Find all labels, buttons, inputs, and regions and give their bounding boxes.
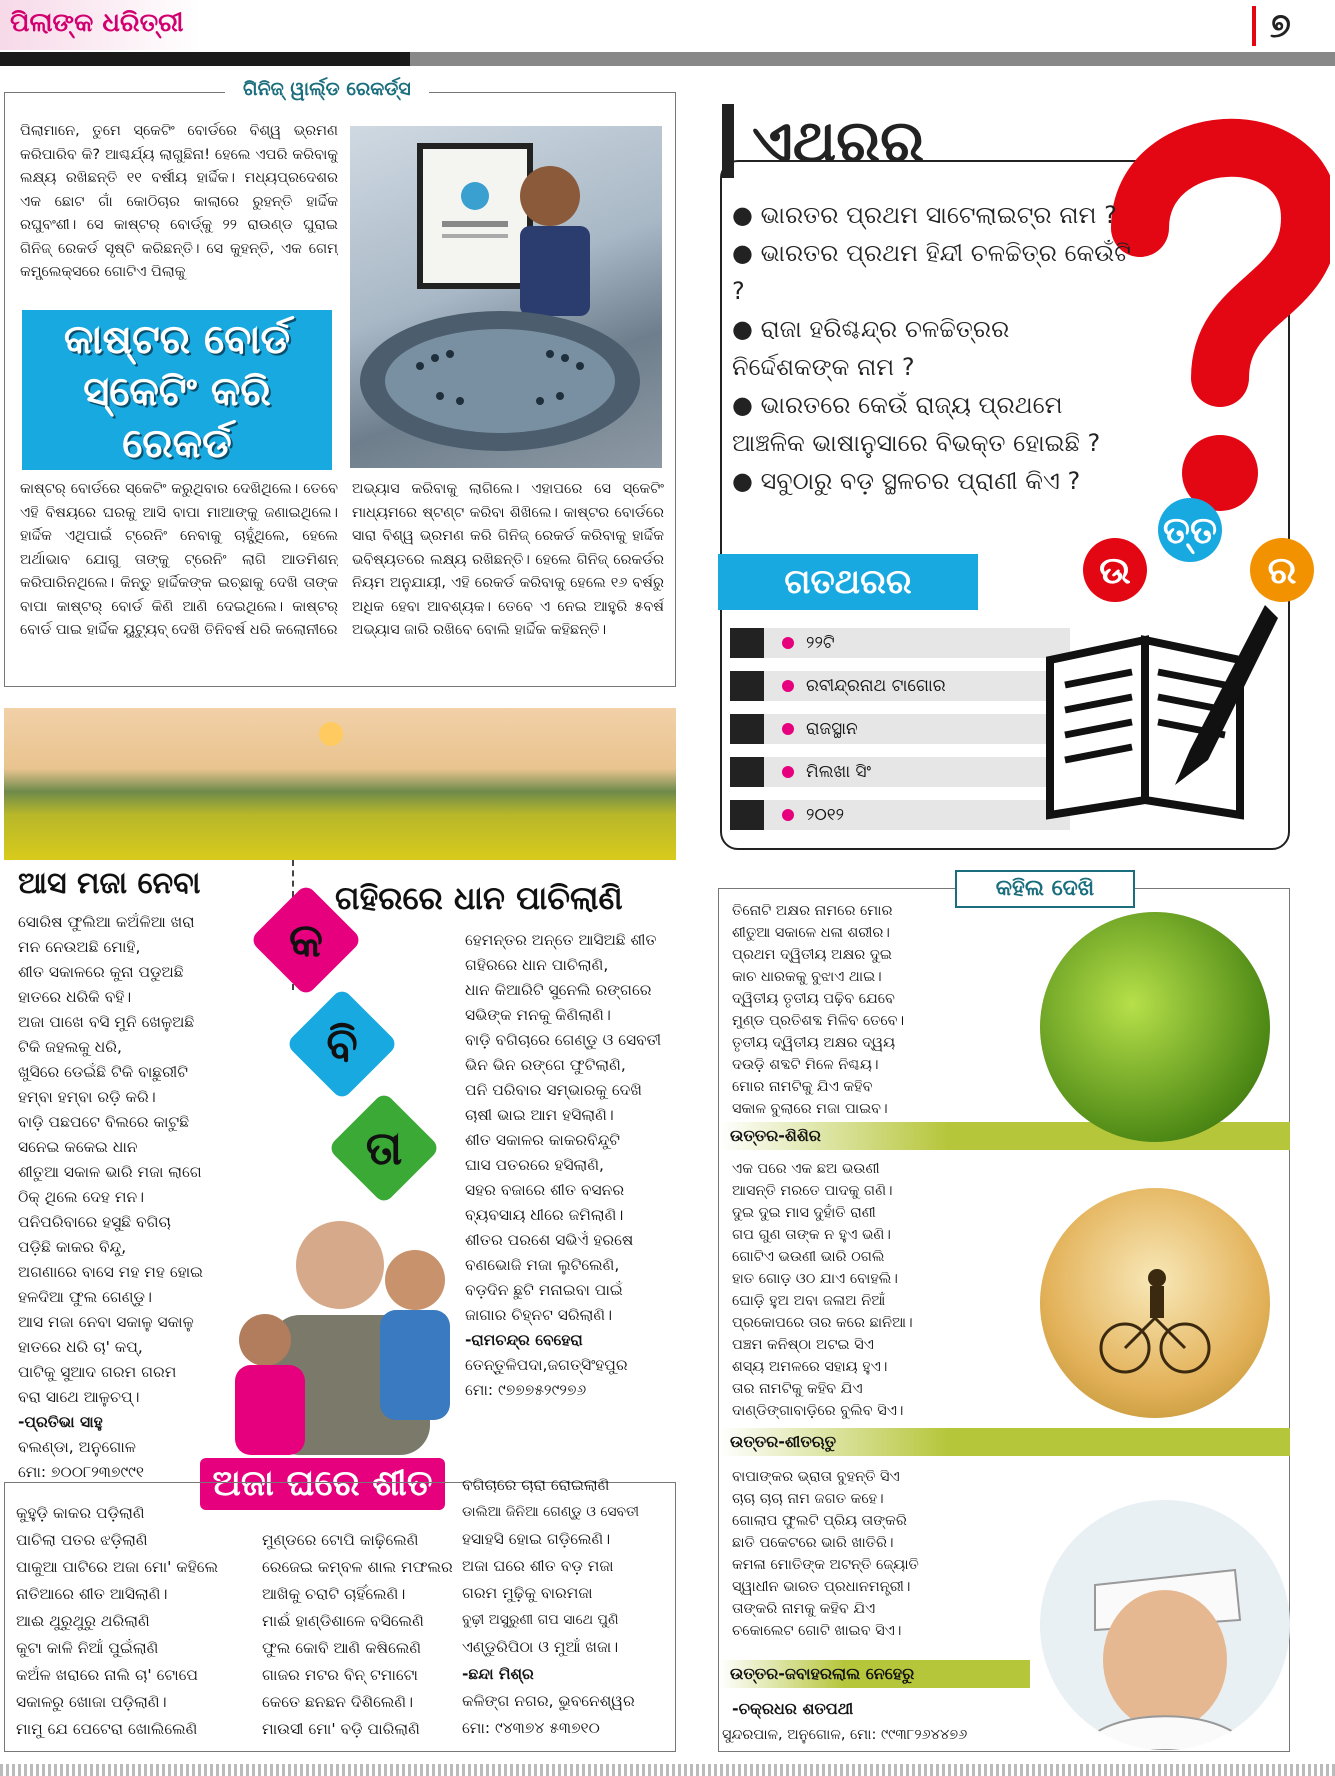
page-number: ୭	[1252, 6, 1312, 46]
riddle-line: ଦ୍ୱିତୀୟ ତୃତୀୟ ପଢ଼ିବ ଯେବେ	[732, 991, 895, 1007]
poem2-author: -ରାମଚନ୍ଦ୍ର ବେହେରା	[465, 1331, 583, 1349]
riddle-label: କହିଲ ଦେଖି	[955, 870, 1135, 908]
poem2-line: ସଭିଙ୍କ ମନକୁ କିଣିଲାଣି।	[465, 1006, 611, 1024]
poem1-title: ଆସ ମଜା ନେବା	[18, 866, 201, 901]
book-pencil-icon	[1040, 600, 1280, 830]
poem1-line: ଟିକି ଜହଲକୁ ଧରି,	[18, 1038, 122, 1056]
poem2-line: ବଡ଼ଦିନ ଛୁଟି ମନାଇବା ପାଇଁ	[465, 1281, 623, 1299]
poem3-line: ମାଈଁ ହାଣ୍ଡିଶାଳେ ବସିଲେଣି	[262, 1612, 424, 1630]
riddle-line: ତୃତୀୟ ଦ୍ୱିତୀୟ ଅକ୍ଷର ଦ୍ୱୟ	[732, 1035, 896, 1051]
poem2-line: ପନି ପରିବାର ସମ୍ଭାରକୁ ଦେଖି	[465, 1081, 642, 1099]
letter-badge-3: ର	[1250, 538, 1314, 602]
riddle-line: ହାତ ଗୋଡ଼ ଓଠ ଯାଏ ବୋହଲି।	[732, 1271, 898, 1287]
poem2-line: ବଣଭୋଜି ମଜା ଲୁଟିଲେଣି,	[465, 1256, 620, 1274]
poem1-line: ସୋରିଷ ଫୁଲିଆ କଅଁଳିଆ ଖରା	[18, 913, 195, 931]
riddle-line: ପ୍ରକୋପରେ ତାର କରେ ଛାନିଆ।	[732, 1315, 913, 1331]
poem3-line: ମାଉସୀ ମୋ' ବଡ଼ି ପାରିଲାଣି	[262, 1720, 420, 1738]
poem2-title: ଗହିରରେ ଧାନ ପାଚିଲାଣି	[335, 879, 623, 917]
riddle-1	[732, 900, 1032, 1120]
quiz-question: ● ଭାରତର ପ୍ରଥମ ହିନ୍ଦୀ ଚଳଚ୍ଚିତ୍ର କେଉଁଟି ?	[732, 239, 1131, 305]
poem2-phone: ମୋ: ୯୭୭୭୫୨୯୨୭୬	[465, 1381, 587, 1399]
quiz-question: ● ଭାରତର ପ୍ରଥମ ସାଟେଲାଇଟ୍‌ର ନାମ ?	[732, 201, 1117, 229]
poem1-phone: ମୋ: ୭୦୦୮୨୩୭୯୯୧	[18, 1463, 144, 1481]
poem1-line: ଅଗଣାରେ ବାସେ ମହ ମହ ହୋଇ	[18, 1263, 204, 1281]
poem2-line: ବ୍ୟବସାୟ ଧୀରେ ଜମିଲାଣି।	[465, 1206, 624, 1224]
winter-cyclist-image	[1040, 1188, 1270, 1418]
poem3-phone: ମୋ: ୯୪୩୭୪ ୫୩୭୧୦	[462, 1719, 600, 1737]
poem3-line: ଆଈ ଥୁରୁଥୁରୁ ଥରିଲାଣି	[16, 1612, 150, 1630]
poem2	[465, 928, 680, 1403]
poem3-line: ପାଚିଲା ପତର ଝଡ଼ିଲାଣି	[16, 1531, 148, 1549]
riddle-author: -ଚକ୍ରଧର ଶତପଥୀ	[732, 1699, 854, 1718]
answer-row: ରାଜସ୍ଥାନ	[730, 714, 1070, 744]
riddle-line: ଦଉଡ଼ି ଶବ୍ଦଟି ମିଳେ ନିଶ୍ଚୟ।	[732, 1057, 879, 1073]
poem2-line: ଚାଷୀ ଭାଇ ଆମ ହସିଲାଣି।	[465, 1106, 614, 1124]
mustard-field-photo	[4, 708, 676, 860]
riddle-line: ସକାଳ ବୁଲାରେ ମଜା ପାଇବ।	[732, 1101, 888, 1117]
riddle-line: କମଳା ମୋତିଙ୍କ ଅଟନ୍ତି ଜ୍ୟୋତି	[732, 1557, 919, 1573]
top-rule-grey	[410, 52, 1335, 66]
poem3-line: ହସାହସି ହୋଇ ଗଡ଼ିଲେଣି।	[462, 1530, 611, 1548]
quiz-heading: ଏଥରର	[722, 104, 924, 178]
top-rule-dark	[0, 52, 410, 66]
skater-illustration	[350, 126, 662, 468]
quiz-question: ● ସବୁଠାରୁ ବଡ଼ ସ୍ଥଳଚର ପ୍ରାଣୀ କିଏ ?	[732, 467, 1081, 495]
kabita-letter-3: ତା	[365, 1121, 403, 1175]
poem1-line: ଖୁସିରେ ଡେଇଁଛି ଟିକି ବାଛୁରୀଟି	[18, 1063, 188, 1081]
riddle-line: ଏକ ପରେ ଏକ ଛଅ ଭଉଣୀ	[732, 1161, 880, 1177]
poem2-line: ହେମନ୍ତର ଅନ୍ତେ ଆସିଅଛି ଶୀତ	[465, 931, 657, 949]
quiz-questions	[732, 196, 1132, 500]
answer-row: ୨୦୧୨	[730, 800, 1070, 830]
poem3-line: ଫୁଲ କୋବି ଆଣି କଷିଲେଣି	[262, 1639, 422, 1657]
record-section-label: ଗିନିଜ୍ ୱାର୍ଲ୍ଡ ରେକର୍ଡ୍ସ	[225, 78, 429, 100]
riddle-line: ତିନୋଟି ଅକ୍ଷର ନାମରେ ମୋର	[732, 903, 893, 919]
answer-row: ୨୨ଟି	[730, 628, 1070, 658]
riddle-line: ସ୍ୱାଧୀନ ଭାରତ ପ୍ରଧାନମନ୍ତ୍ରୀ।	[732, 1579, 911, 1595]
poem1-line: ପାଟିକୁ ସୁଆଦ ଗରମ ଗରମ	[18, 1363, 177, 1381]
poem1-line: ସନେଇ କକେଇ ଧାନ	[18, 1138, 138, 1156]
record-title: କାଷ୍ଟର ବୋର୍ଡ ସ୍କେଟିଂ କରି ରେକର୍ଡ	[22, 310, 332, 470]
riddle-line: ପଞ୍ଚମ କନିଷ୍ଠା ଅଟଇ ସିଏ	[732, 1337, 874, 1353]
poem3-line: ମୁଣ୍ଡରେ ଟୋପି କାଢ଼ିଲେଣି	[262, 1531, 419, 1549]
poem1-line: ବାଡ଼ି ପଛପଟେ ବିଲରେ କାଟୁଛି	[18, 1113, 190, 1131]
record-intro: ପିଲାମାନେ, ତୁମେ ସ୍କେଟିଂ ବୋର୍ଡରେ ବିଶ୍ୱ ଭ୍ରମଣ କରିପାରିବ କି? ଆଶ୍ଚର୍ଯ୍ୟ ଲାଗୁଛିନା! ହେଲେ ଏପରି କରିବାକୁ ଲକ୍ଷ୍ୟ ରଖିଛନ୍ତି ୧୧ ବର୍ଷୀୟ ହାର୍ଦ୍ଦିକ। ମଧ୍ୟପ୍ରଦେଶର ଏକ ଛୋଟ ଗାଁ କୋଠିଚାର କାଲାରେ ରୁହନ୍ତି ହାର୍ଦ୍ଦିକ ରଘୁବଂଶୀ। ସେ କାଷ୍ଟର୍ ବୋର୍ଡ୍‌କୁ ୨୨ ରାଉଣ୍ଡ ଘୁରାଇ ଗିନିଜ୍ ରେକର୍ଡ ସୃଷ୍ଟି କରିଛନ୍ତି। ସେ କୁହନ୍ତି, ଏକ ଗେମ୍ କମ୍ପ୍ଲେକ୍ସରେ ଗୋଟିଏ ପିଲାକୁ	[20, 123, 338, 280]
riddle-line: ଆସନ୍ତି ମରତେ ପାଦକୁ ଗଣି।	[732, 1183, 893, 1199]
riddle-2	[732, 1158, 1032, 1422]
riddle-line: ଛାତି ପକେଟରେ ଭାରି ଖାତିରି।	[732, 1535, 894, 1551]
letter-badge-1: ଉ	[1083, 538, 1147, 602]
poem3-line: ପାକୁଆ ପାଟିରେ ଅଜା ମୋ' କହିଲେ	[16, 1558, 219, 1576]
poem3-line: ରେଜେଇ କମ୍ବଳ ଶାଲ ମଫଲର	[262, 1558, 453, 1576]
question-mark-icon	[1110, 108, 1330, 528]
previous-answers-heading: ଗତଥରର	[718, 554, 978, 610]
riddle-1-answer: ଉତ୍ତର-ଶିଶିର	[720, 1122, 1290, 1150]
riddle-line: ଦାଣ୍ଡିଙ୍ଗାବାଡ଼ିରେ ବୁଲିବ ସିଏ।	[732, 1403, 904, 1419]
letter-badge-2: ତ୍ତ	[1158, 498, 1222, 562]
poem3-line: ଅଜା ଘରେ ଶୀତ ବଡ଼ ମଜା	[462, 1557, 614, 1575]
riddle-author-place: ସୁନ୍ଦରପାଳ, ଅନୁଗୋଳ, ମୋ: ୯୯୩୮୨୬୪୪୭୬	[722, 1727, 968, 1743]
riddle-3	[732, 1466, 1032, 1642]
poem3-place: କଳିଙ୍ଗ ନଗର, ଭୁବନେଶ୍ୱର	[462, 1692, 635, 1710]
poem1-line: ପଡ଼ିଛି କାକର ବିନ୍ଦୁ,	[18, 1238, 127, 1256]
record-col-2: ଅଭ୍ୟାସ କରିବାକୁ ଲାଗିଲେ। ଏହାପରେ ସେ ସ୍କେଟିଂ ମାଧ୍ୟମରେ ଷ୍ଟଣ୍ଟ କରିବା ଶିଖିଲେ। କାଷ୍ଟର ବୋର୍ଡରେ ସାରା ବିଶ୍ୱ ଭ୍ରମଣ କରି ଗିନିଜ୍ ରେକର୍ଡ କରିବାକୁ ହାର୍ଦ୍ଦିକ ଭବିଷ୍ୟତରେ ଲକ୍ଷ୍ୟ ରଖିଛନ୍ତି। ହେଲେ ଗିନିଜ୍ ରେକର୍ଡର ନିୟମ ଅନୁଯାୟୀ, ଏହି ରେକର୍ଡ କରିବାକୁ ହେଲେ ୧୬ ବର୍ଷରୁ ଅଧିକ ହେବା ଆବଶ୍ୟକ। ତେବେ ଏ ନେଇ ଆହୁରି ୫ବର୍ଷ ଅଭ୍ୟାସ ଜାରି ରଖିବେ ବୋଲି ହାର୍ଦ୍ଦିକ କହିଛନ୍ତି।	[352, 481, 664, 638]
quiz-question: ● ଭାରତରେ କେଉଁ ରାଜ୍ୟ ପ୍ରଥମେ ଆଞ୍ଚଳିକ ଭାଷାନୁସାରେ ବିଭକ୍ତ ହୋଇଛି ?	[732, 391, 1101, 457]
riddle-line: ଚାଚା ଚାଚା ନାମ ଜଗତ କହେ।	[732, 1491, 884, 1507]
quiz-question: ● ରାଜା ହରିଶ୍ଚନ୍ଦ୍ର ଚଳଚ୍ଚିତ୍ରର ନିର୍ଦ୍ଦେଶକଙ୍କ ନାମ ?	[732, 315, 1010, 381]
poem1-line: ଅଜା ପାଖେ ବସି ମୁନି ଖେଳୁଅଛି	[18, 1013, 195, 1031]
poem2-line: ସହର ବଜାରେ ଶୀତ ବସନର	[465, 1181, 625, 1199]
poem2-line: ଗହିରରେ ଧାନ ପାଚିଲାଣି,	[465, 956, 609, 974]
riddle-line: ଦୁଇ ଦୁଇ ମାସ ଦୁହାଁତି ରାଣୀ	[732, 1205, 876, 1221]
kabita-letter-2: ବି	[326, 1017, 358, 1071]
poem2-line: ଘାସ ପତରରେ ହସିଲାଣି,	[465, 1156, 604, 1174]
poem3-line: ଗରମ ମୁଢ଼ିକୁ ବାରମଜା	[462, 1584, 593, 1602]
nehru-portrait-image	[1040, 1500, 1290, 1750]
bottom-rule	[0, 1764, 1335, 1776]
riddle-line: ଶୀତୁଆ ସକାଳେ ଧଳା ଶରୀର।	[732, 925, 890, 941]
record-col-1: କାଷ୍ଟର୍ ବୋର୍ଡରେ ସ୍କେଟିଂ କରୁଥିବାର ଦେଖିଥିଲେ। ତେବେ ଏହି ବିଷୟରେ ଘରକୁ ଆସି ବାପା ମାଆଙ୍କୁ ଜଣାଇଥିଲେ। ହାର୍ଦ୍ଦିକ ଏଥିପାଇଁ ଟ୍ରେନିଂ ନେବାକୁ ଚାହୁଁଥିଲେ, ହେଲେ ଅର୍ଥାଭାବ ଯୋଗୁ ତାଙ୍କୁ ଟ୍ରେନିଂ ଲାଗି ଆଡମିଶନ୍ କରିପାରିନଥିଲେ। କିନ୍ତୁ ହାର୍ଦ୍ଦିକଙ୍କ ଇଚ୍ଛାକୁ ଦେଖି ତାଙ୍କ ବାପା କାଷ୍ଟର୍ ବୋର୍ଡ କିଣି ଆଣି ଦେଇଥିଲେ। କାଷ୍ଟର୍ ବୋର୍ଡ ପାଇ ହାର୍ଦ୍ଦିକ ୟୁଟ୍ୟୁବ୍ ଦେଖି ତିନିବର୍ଷ ଧରି କଲୋନୀରେ	[20, 481, 338, 638]
grandfather-children-photo	[210, 1205, 460, 1455]
poem3-line: କଅଁଳ ଖରାରେ ନାଲି ଚା' ଟୋପେ	[16, 1666, 198, 1684]
answer-row: ମିଲଖା ସିଂ	[730, 757, 1070, 787]
poem2-line: ଶୀତର ପରଶେ ସଭିଏଁ ହରଷେ	[465, 1231, 634, 1249]
poem2-line: ଭିନ ଭିନ ରଙ୍ଗେ ଫୁଟିଲାଣି,	[465, 1056, 626, 1074]
riddle-line: ମୁଣ୍ଡ ପ୍ରତିଶବ୍ଦ ମିଳିବ ତେବେ।	[732, 1013, 905, 1029]
poem1-line: ହାତରେ ଧରିକି ବହି।	[18, 988, 132, 1006]
poem3-line: ମାମୁ ଯେ ପେଟେରା ଖୋଲିଲେଣି	[16, 1720, 198, 1738]
poem2-line: ଶୀତ ସକାଳର କାକରବିନ୍ଦୁଟି	[465, 1131, 621, 1149]
riddle-line: ଚକୋଲେଟ ଗୋଟି ଖାଇବ ସିଏ।	[732, 1623, 902, 1639]
poem3-line: ଆଖିକୁ ଚରାଟି ଚାହିଁଲେଣି।	[262, 1585, 406, 1603]
poem1-line: ଶୀତୁଆ ସକାଳ ଭାରି ମଜା ଲାଗେ	[18, 1163, 202, 1181]
riddle-line: ଘୋଡ଼ି ହୁଅ ଅବା ଜଳାଅ ନିଆଁ	[732, 1293, 886, 1309]
previous-answers-list	[730, 628, 1070, 830]
sun-icon	[319, 722, 343, 746]
riddle-line: ତାର ନାମଟିକୁ କହିବ ଯିଏ	[732, 1381, 863, 1397]
riddle-line: ଶସ୍ୟ ଅମଳରେ ସହାୟ ହୁଏ।	[732, 1359, 888, 1375]
poem3-line: କୁହୁଡ଼ି କାକର ପଡ଼ିଲାଣି	[16, 1504, 145, 1522]
poem1-line: ପନିପରିବାରେ ହସୁଛି ବଗିଚା	[18, 1213, 171, 1231]
poem3-line: ସକାଳରୁ ଖୋଜା ପଡ଼ିଲାଣି।	[16, 1693, 167, 1711]
poem3-col-3	[462, 1472, 672, 1742]
poem2-place: ତେନ୍ତୁଳିପଦା,ଜଗତ୍‌ସିଂହପୁର	[465, 1356, 628, 1374]
kabita-letter-1: କ	[289, 913, 323, 967]
poem1-line: ଆସ ମଜା ନେବା ସକାଳୁ ସକାଳୁ	[18, 1313, 194, 1331]
riddle-line: ଗୋଟିଏ ଭଉଣୀ ଭାରି ଠଗଲି	[732, 1249, 885, 1265]
poem1-line: ହମ୍ବା ହମ୍ବା ରଡ଼ି କରି।	[18, 1088, 156, 1106]
poem3-col-1	[16, 1500, 246, 1743]
poem1-line: ମନ ନେଉଅଛି ମୋହି,	[18, 938, 141, 956]
poem2-line: ବାଡ଼ି ବଗିଚାରେ ଗେଣ୍ଡୁ ଓ ସେବତୀ	[465, 1031, 662, 1049]
riddle-line: ମୋର ନାମଟିକୁ ଯିଏ କହିବ	[732, 1079, 873, 1095]
riddle-line: ଗୋଲାପ ଫୁଲଟି ପ୍ରିୟ ତାଙ୍କରି	[732, 1513, 907, 1529]
poem3-line: ନାତିଆରେ ଶୀତ ଆସିଲାଣି।	[16, 1585, 168, 1603]
poem3-line: ଏଣ୍ଡୁରିପିଠା ଓ ମୁଆଁ ଖଜା।	[462, 1638, 619, 1656]
poem1-place: ବଲଣ୍ଡା, ଅନୁଗୋଳ	[18, 1438, 136, 1456]
dew-grass-image	[1040, 912, 1270, 1142]
poem2-line: ଜାଗାର ଚିହ୍ନଟ ସରିଲାଣି।	[465, 1306, 613, 1324]
guinness-photo	[350, 126, 662, 468]
poem3-author: -ଛନ୍ଦା ମିଶ୍ର	[462, 1665, 534, 1683]
poem1-line: ଶୀତ ସକାଳରେ କୁନା ପଡୁଅଛି	[18, 963, 184, 981]
poem3-line: କୁଟା କାଳି ନିଆଁ ପୁଇଁଲାଣି	[16, 1639, 159, 1657]
poem1-line: ହଳଦିଆ ଫୁଲ ଗେଣ୍ଡୁ।	[18, 1288, 152, 1306]
poem1-line: ବରା ସାଥେ ଆଳୁଚପ୍।	[18, 1388, 140, 1406]
poem3-line: ଗାଜର ମଟର ବିନ୍ ଟମାଟୋ	[262, 1666, 418, 1684]
answer-row: ରବୀନ୍ଦ୍ରନାଥ ଟାଗୋର	[730, 671, 1070, 701]
masthead: ପିଲାଙ୍କ ଧରିତ୍ରୀ	[0, 0, 200, 50]
riddle-line: ତାଙ୍କରି ନାମକୁ କହିବ ଯିଏ	[732, 1601, 876, 1617]
riddle-2-answer: ଉତ୍ତର-ଶୀତଋତୁ	[720, 1428, 1290, 1456]
poem1-line: ହାତରେ ଧରି ଚା' କପ୍,	[18, 1338, 143, 1356]
poem3-line: କେତେ ଛନଛନ ଦିଶିଲେଣି।	[262, 1693, 414, 1711]
riddle-line: ଗପ ଗୁଣ ତାଙ୍କ ନ ହୁଏ ଭଣି।	[732, 1227, 891, 1243]
riddle-line: ବାପାଙ୍କର ଭ୍ରାତା ବୁହନ୍ତି ସିଏ	[732, 1469, 900, 1485]
poem3-line: ବଗିଚାରେ ଚାରା ରୋଇଲାଣି	[462, 1476, 610, 1494]
poem3-line: ଡାଲିଆ ଜିନିଆ ଗେଣ୍ଡୁ ଓ ସେବତୀ	[462, 1504, 640, 1520]
poem3-line: ବୁଢ଼ୀ ଅସୁରୁଣୀ ଗପ ସାଥେ ପୁଣି	[462, 1612, 619, 1628]
riddle-line: କାଚ ଧାରକକୁ ବୁଝାଏ ଥାଇ।	[732, 969, 882, 985]
riddle-3-answer: ଉତ୍ତର-ଜବାହରଲାଲ ନେହେରୁ	[720, 1660, 1030, 1688]
poem3-title: ଅଜା ଘରେ ଶୀତ	[200, 1458, 445, 1510]
riddle-line: ପ୍ରଥମ ଦ୍ୱିତୀୟ ଅକ୍ଷର ଦୁଇ	[732, 947, 892, 963]
poem3-col-2	[262, 1527, 462, 1743]
poem1-author: -ପ୍ରତିଭା ସାହୁ	[18, 1413, 103, 1431]
poem2-line: ଧାନ କିଆରିଟି ସୁନେଲି ରଙ୍ଗରେ	[465, 981, 652, 999]
poem1-line: ଠିକ୍ ଥିଲେ ଦେହ ମନ।	[18, 1188, 145, 1206]
